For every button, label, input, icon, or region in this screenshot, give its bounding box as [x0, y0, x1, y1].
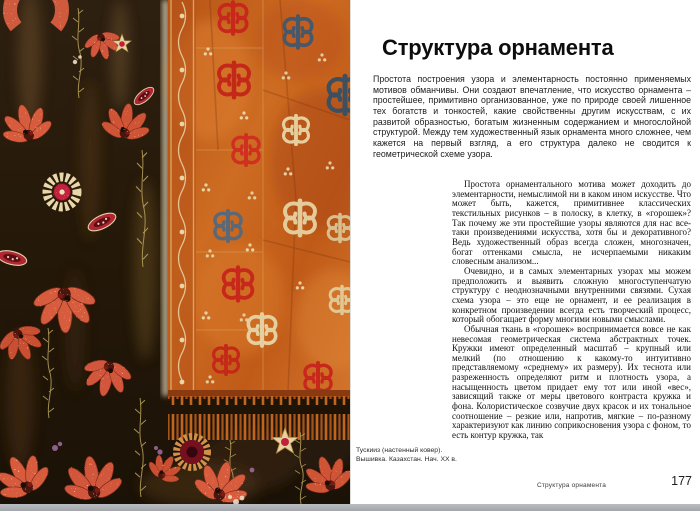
- body-paragraph-3: Обычная ткань в «горошек» воспринимается вовсе не как невесомая геометрическая система абстрактных точек. Кружки имеют определенный масштаб – крупный или мелкий (по отношению к какому-то интуитивно представляемому «среднему» их размеру). Их теснота или разреженность определяют ритм и плотность узора, а насыщенность цветом придает ему тот или иной «вес», зависящий также от меры цветового контраста кружка и фона. Колористическое созвучие двух красок и их тональное соотношение – резкие или, напротив, мягкие – по-разному характеризуют как линию соприкосновения узора с фоном, то есть контур кружка, так: [452, 323, 691, 441]
- photo-right-edge: [350, 0, 351, 505]
- book-bottom-edge: [0, 504, 700, 511]
- carpet-photo: [0, 0, 350, 505]
- running-footer: Структура орнамента: [536, 482, 607, 489]
- body-paragraph-2: Очевидно, и в самых элементарных узорах мы можем предположить и выявить сложную многоступенчатую структуру с неоднозначными внутренними связями. Сухая схема узора – это еще не орнамент, и ее реализация в конкретном произведении всегда есть творческий процесс, который обогащает форму многими новыми смыслами.: [452, 265, 691, 325]
- carpet-photo-illustration: [0, 0, 350, 505]
- photo-caption-line-1: Тускииз (настенный ковер).: [356, 447, 443, 454]
- page-title: Структура орнамента: [382, 35, 614, 60]
- page-number: 177: [671, 474, 692, 488]
- intro-paragraph: Простота построения узора и элементарность постоянно применяемых мотивов обманчивы. Они создают впечатление, что искусство орнамента – простейшее, примитивно организованное, уже по природе своей лишенное тех богатств и тонкостей, какие свойственны другим искусствам, с их развитой образностью, богатым жизненным содержанием и многослойной структурой. Между тем художественный язык орнамента много сложнее, чем кажется на первый взгляд, а его структура далеко не сводится к геометрической схеме узора.: [373, 74, 691, 159]
- photo-caption: [356, 446, 460, 464]
- photo-caption-line-2: Вышивка. Казахстан. Нач. XX в.: [356, 456, 457, 464]
- body-paragraph-1: Простота орнаментального мотива может доходить до элементарности, немыслимой ни в каком ином искусстве. Что может быть, кажется, примитивнее классических текстильных рисунков – в полоску, в клетку, в «горошек»? Так почему же эти простейшие узоры являются для нас все-таки произведениями искусства, хотя бы и декоративного? Ведь художественный образ всегда сложен, многозначен, богат оттенками смысла, не исчерпаемыми никаким словесным анализом...: [452, 180, 691, 267]
- body-text-column: [452, 180, 691, 470]
